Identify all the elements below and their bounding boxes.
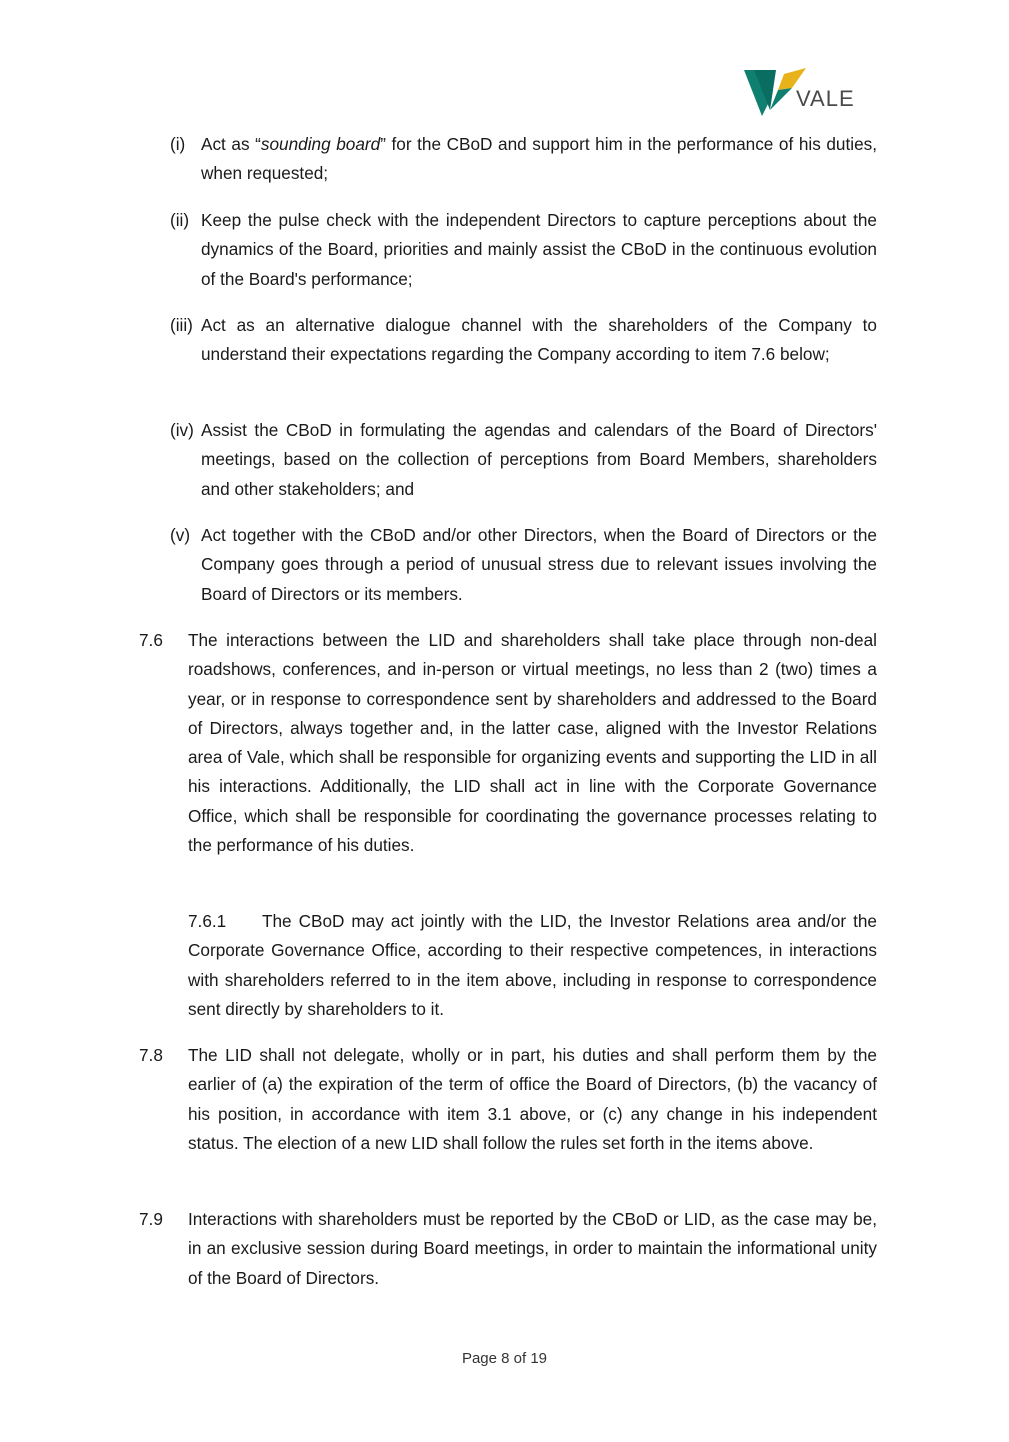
item-label: (ii) <box>170 210 190 230</box>
section-number: 7.6 <box>139 630 163 650</box>
subsection-7-6-1 <box>188 907 877 1024</box>
item-text-pre: Act as “ <box>201 134 261 154</box>
list-item-iv: Assist the CBoD in formulating the agendas and calendars of the Board of Directors' meetings, based on the collection of perceptions from Board Members, shareholders and other stakeholders; and <box>201 420 877 499</box>
item-label: (v) <box>170 525 191 545</box>
section-7-6-text: The interactions between the LID and shareholders shall take place through non-deal roadshows, conferences, and in-person or virtual meetings, no less than 2 (two) times a year, or in response to correspondence sent by shareholders and addressed to the Board of Directors, always together and, in the latter case, aligned with the Investor Relations area of Vale, which shall be responsible for organizing events and supporting the LID in all his interactions. Additionally, the LID shall act in line with the Corporate Governance Office, which shall be responsible for coordinating the governance processes relating to the performance of his duties. <box>188 630 877 856</box>
item-label: (iii) <box>170 315 193 335</box>
item-label: (iv) <box>170 420 194 440</box>
vale-logo <box>744 66 866 120</box>
logo-wordmark: VALE <box>796 86 855 111</box>
section-7-9-text: Interactions with shareholders must be reported by the CBoD or LID, as the case may be, in an exclusive session during Board meetings, in order to maintain the informational unity of the Board of Directors. <box>188 1209 877 1288</box>
item-text-post: ” for the CBoD and support him in the performance of his duties, when requested; <box>201 134 878 184</box>
section-7-8-text: The LID shall not delegate, wholly or in part, his duties and shall perform them by the earlier of (a) the expiration of the term of office the Board of Directors, (b) the vacancy of his position, in accordance with item 3.1 above, or (c) any change in his independent status. The election of a new LID shall follow the rules set forth in the items above. <box>188 1045 877 1153</box>
page-number: Page 8 of 19 <box>461 1350 548 1367</box>
item-text-italic: sounding board <box>260 134 381 154</box>
item-label: (i) <box>170 134 186 154</box>
subsection-text: The CBoD may act jointly with the LID, the Investor Relations area and/or the Corporate Governance Office, according to their respective competences, in interactions with shareholders referred to in the item above, including in response to correspondence sent directly by shareholders to it. <box>188 911 877 1019</box>
section-number: 7.9 <box>139 1209 163 1229</box>
list-item-iii: Act as an alternative dialogue channel with the shareholders of the Company to understand their expectations regarding the Company according to item 7.6 below; <box>201 315 877 365</box>
subsection-number: 7.6.1 <box>188 911 227 931</box>
list-item-v: Act together with the CBoD and/or other Directors, when the Board of Directors or the Company goes through a period of unusual stress due to relevant issues involving the Board of Directors or its members. <box>201 525 877 604</box>
list-item-ii: Keep the pulse check with the independent Directors to capture perceptions about the dynamics of the Board, priorities and mainly assist the CBoD in the continuous evolution of the Board's performance; <box>201 210 877 289</box>
list-item-i <box>201 130 877 189</box>
section-number: 7.8 <box>139 1045 163 1065</box>
